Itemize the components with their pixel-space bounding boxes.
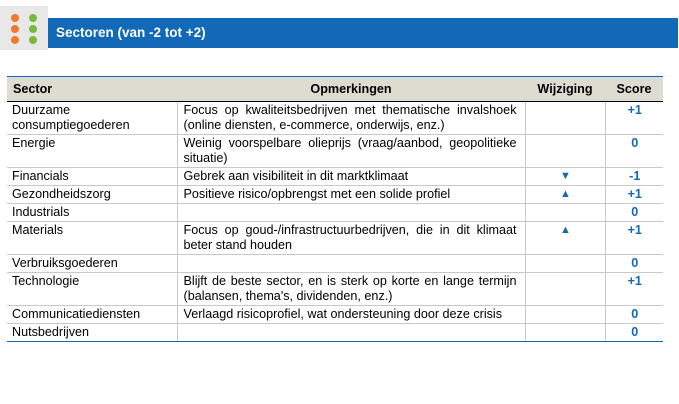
change-indicator: ▲ — [525, 222, 605, 255]
remark-cell: Focus op goud-/infrastructuurbedrijven, die in dit klimaat beter stand houden — [177, 222, 525, 255]
logo-dot — [11, 36, 19, 44]
sector-cell: Materials — [7, 222, 177, 255]
sector-cell: Industrials — [7, 204, 177, 222]
remark-cell: Weinig voorspelbare olieprijs (vraag/aanbod, geopolitieke situatie) — [177, 135, 525, 168]
change-indicator — [525, 273, 605, 306]
column-header-sector: Sector — [7, 77, 177, 102]
table-row — [7, 273, 663, 306]
remark-cell: Focus op kwaliteitsbedrijven met thematische invalshoek (online diensten, e-commerce, onderwijs, enz.) — [177, 102, 525, 135]
remark-cell — [177, 204, 525, 222]
table-row — [7, 306, 663, 324]
score-cell: 0 — [605, 306, 663, 324]
remark-cell — [177, 324, 525, 342]
table-row — [7, 135, 663, 168]
score-cell: 0 — [605, 255, 663, 273]
title-bar — [48, 18, 678, 48]
table-header-row — [7, 77, 663, 102]
change-indicator — [525, 135, 605, 168]
score-cell: +1 — [605, 222, 663, 255]
change-indicator — [525, 306, 605, 324]
sector-cell: Financials — [7, 168, 177, 186]
change-indicator: ▼ — [525, 168, 605, 186]
change-indicator — [525, 204, 605, 222]
score-cell: +1 — [605, 273, 663, 306]
table-row — [7, 255, 663, 273]
score-cell: 0 — [605, 204, 663, 222]
table-row — [7, 222, 663, 255]
table-row — [7, 102, 663, 135]
score-cell: 0 — [605, 135, 663, 168]
page-title: Sectoren (van -2 tot +2) — [56, 25, 206, 40]
sector-cell: Duurzame consumptiegoederen — [7, 102, 177, 135]
remark-cell: Blijft de beste sector, en is sterk op korte en lange termijn (balansen, thema's, dividenden, enz.) — [177, 273, 525, 306]
change-indicator — [525, 255, 605, 273]
logo-dot — [11, 25, 19, 33]
score-cell: -1 — [605, 168, 663, 186]
sector-cell: Communicatiediensten — [7, 306, 177, 324]
logo-dot — [11, 14, 19, 22]
remark-cell: Positieve risico/opbrengst met een solide profiel — [177, 186, 525, 204]
column-header-remarks: Opmerkingen — [177, 77, 525, 102]
table-row — [7, 168, 663, 186]
table-row — [7, 204, 663, 222]
remark-cell: Gebrek aan visibiliteit in dit marktklimaat — [177, 168, 525, 186]
score-cell: +1 — [605, 186, 663, 204]
column-header-change: Wijziging — [525, 77, 605, 102]
change-indicator — [525, 324, 605, 342]
score-cell: 0 — [605, 324, 663, 342]
table-row — [7, 324, 663, 342]
sector-cell: Nutsbedrijven — [7, 324, 177, 342]
dots-logo-icon — [0, 6, 48, 50]
sector-cell: Energie — [7, 135, 177, 168]
change-indicator — [525, 102, 605, 135]
table-row — [7, 186, 663, 204]
score-cell: +1 — [605, 102, 663, 135]
sector-table — [7, 77, 663, 342]
logo-dot — [29, 36, 37, 44]
remark-cell: Verlaagd risicoprofiel, wat ondersteuning door deze crisis — [177, 306, 525, 324]
column-header-score: Score — [605, 77, 663, 102]
logo-dot — [29, 14, 37, 22]
change-indicator: ▲ — [525, 186, 605, 204]
remark-cell — [177, 255, 525, 273]
sector-cell: Technologie — [7, 273, 177, 306]
sector-cell: Verbruiksgoederen — [7, 255, 177, 273]
logo-dot — [29, 25, 37, 33]
sector-cell: Gezondheidszorg — [7, 186, 177, 204]
